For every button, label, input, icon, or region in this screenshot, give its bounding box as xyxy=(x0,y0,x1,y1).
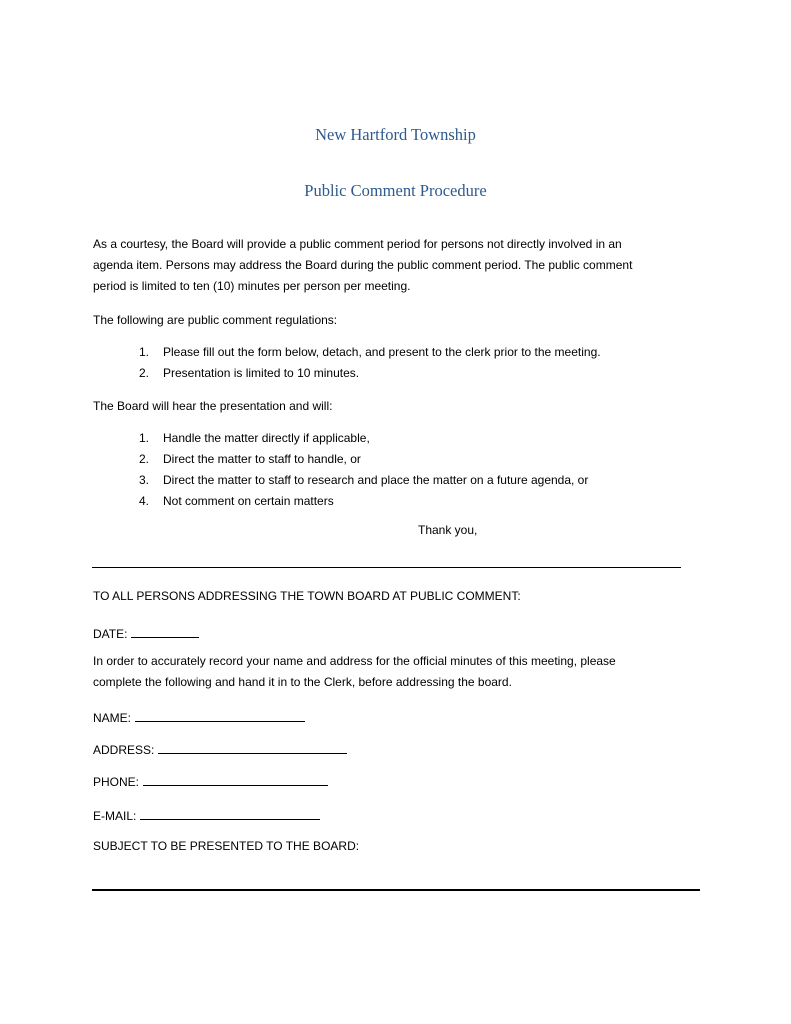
intro-line-2: agenda item. Persons may address the Board during the public comment period. The public comment xyxy=(93,258,633,272)
instructions-line-1: In order to accurately record your name and address for the official minutes of this meeting, please xyxy=(93,654,616,668)
form-heading: TO ALL PERSONS ADDRESSING THE TOWN BOARD AT PUBLIC COMMENT: xyxy=(93,589,521,603)
address-label: ADDRESS: xyxy=(93,743,155,757)
organization-title: New Hartford Township xyxy=(315,125,476,144)
email-field[interactable] xyxy=(93,806,320,824)
date-label: DATE: xyxy=(93,627,128,641)
list-item: 4. Not comment on certain matters xyxy=(139,494,334,508)
email-label: E-MAIL: xyxy=(93,809,137,823)
list-item: 2. Presentation is limited to 10 minutes. xyxy=(139,366,360,380)
subject-field[interactable] xyxy=(93,838,359,854)
closing-text: Thank you, xyxy=(418,523,478,537)
subject-input-line[interactable] xyxy=(92,889,700,891)
phone-field[interactable] xyxy=(93,772,328,790)
address-input-line[interactable] xyxy=(158,740,347,754)
form-instructions xyxy=(93,651,693,693)
list-item: 1. Please fill out the form below, detach, and present to the clerk prior to the meeting. xyxy=(139,345,601,359)
intro-line-3: period is limited to ten (10) minutes per person per meeting. xyxy=(93,279,411,293)
regulations-list xyxy=(139,342,601,384)
email-input-line[interactable] xyxy=(140,806,320,820)
address-field[interactable] xyxy=(93,740,347,758)
board-actions-list xyxy=(139,428,588,512)
list-item: 1. Handle the matter directly if applicable, xyxy=(139,431,370,445)
detach-divider xyxy=(92,567,681,568)
intro-paragraph xyxy=(93,234,693,297)
regulations-heading: The following are public comment regulations: xyxy=(93,313,338,327)
phone-input-line[interactable] xyxy=(143,772,328,786)
board-actions-heading: The Board will hear the presentation and will: xyxy=(93,399,333,413)
subject-label: SUBJECT TO BE PRESENTED TO THE BOARD: xyxy=(93,839,360,853)
date-input-line[interactable] xyxy=(131,624,199,638)
list-item: 3. Direct the matter to staff to research and place the matter on a future agenda, or xyxy=(139,473,589,487)
list-item: 2. Direct the matter to staff to handle, or xyxy=(139,452,361,466)
intro-line-1: As a courtesy, the Board will provide a public comment period for persons not directly involved in an xyxy=(93,237,622,251)
instructions-line-2: complete the following and hand it in to the Clerk, before addressing the board. xyxy=(93,675,512,689)
date-field[interactable] xyxy=(93,624,199,642)
name-field[interactable] xyxy=(93,708,305,726)
name-input-line[interactable] xyxy=(135,708,305,722)
name-label: NAME: xyxy=(93,711,132,725)
document-title: Public Comment Procedure xyxy=(304,181,487,200)
phone-label: PHONE: xyxy=(93,775,140,789)
